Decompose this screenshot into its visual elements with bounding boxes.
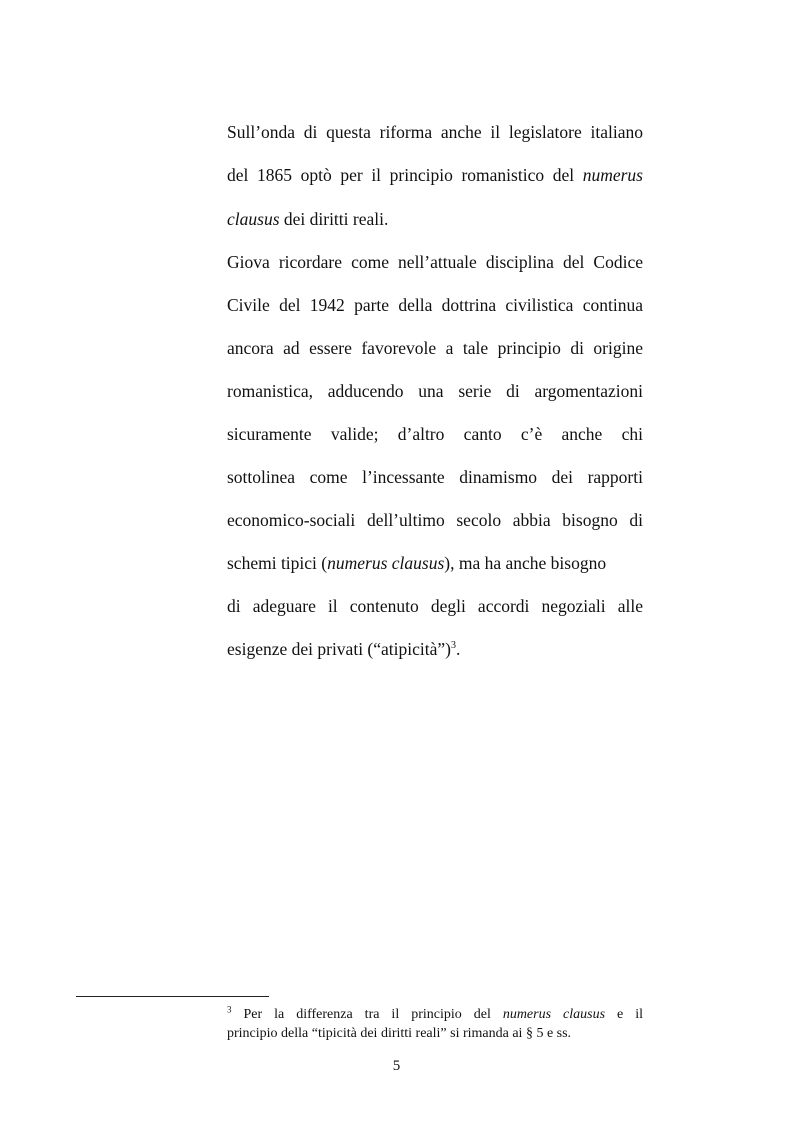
text: esigenze dei privati (“atipicità”) — [227, 639, 451, 659]
paragraph-line-2 — [227, 164, 643, 186]
footnote-line-1 — [227, 1006, 643, 1024]
paragraph-line-5 — [227, 294, 643, 316]
text: sicuramente valide; d’altro canto c’è anche chi — [227, 424, 643, 444]
text: di adeguare il contenuto degli accordi negoziali alle — [227, 596, 643, 616]
text: del 1865 optò per il principio romanistico del — [227, 165, 575, 185]
paragraph-line-6 — [227, 337, 643, 359]
text: ancora ad essere favorevole a tale principio di origine — [227, 338, 643, 358]
paragraph-line-10 — [227, 509, 643, 531]
footnote-divider — [76, 996, 269, 997]
footnote-reference[interactable]: 3 — [450, 640, 456, 652]
text: . — [455, 639, 461, 659]
footnote-line-2 — [227, 1025, 643, 1043]
text: romanistica, adducendo una serie di argomentazioni — [227, 381, 643, 401]
paragraph-line-7 — [227, 380, 643, 402]
footnote-lead — [227, 1004, 491, 1022]
italic-text: clausus — [227, 209, 280, 229]
text: dei diritti reali. — [279, 209, 389, 229]
italic-text: numerus clausus — [327, 553, 445, 573]
text: ), ma ha anche bisogno — [444, 553, 607, 573]
paragraph-line-12 — [227, 595, 643, 617]
paragraph-line-13 — [227, 638, 643, 660]
italic-text: numerus — [582, 165, 643, 185]
footnote-number: 3 — [227, 1004, 232, 1015]
paragraph-line-11 — [227, 552, 643, 574]
paragraph-line-3 — [227, 208, 643, 230]
italic-text: numerus clausus — [502, 1007, 606, 1022]
text: sottolinea come l’incessante dinamismo dei rapporti — [227, 467, 643, 487]
text: e il — [617, 1007, 643, 1022]
text: schemi tipici ( — [227, 553, 328, 573]
paragraph-line-1 — [227, 121, 643, 143]
text: Sull’onda di questa riforma anche il legislatore italiano — [227, 122, 643, 142]
paragraph-line-4 — [227, 251, 643, 273]
paragraph-line-8 — [227, 423, 643, 445]
paragraph-line-9 — [227, 466, 643, 488]
text: Civile del 1942 parte della dottrina civilistica continua — [227, 295, 643, 315]
text: Per la differenza tra il principio del — [243, 1007, 491, 1022]
page-number: 5 — [392, 1058, 401, 1074]
text: Giova ricordare come nell’attuale disciplina del Codice — [227, 252, 643, 272]
text: principio della “tipicità dei diritti reali” si rimanda ai § 5 e ss. — [227, 1026, 572, 1041]
text: economico-sociali dell’ultimo secolo abbia bisogno di — [227, 510, 643, 530]
